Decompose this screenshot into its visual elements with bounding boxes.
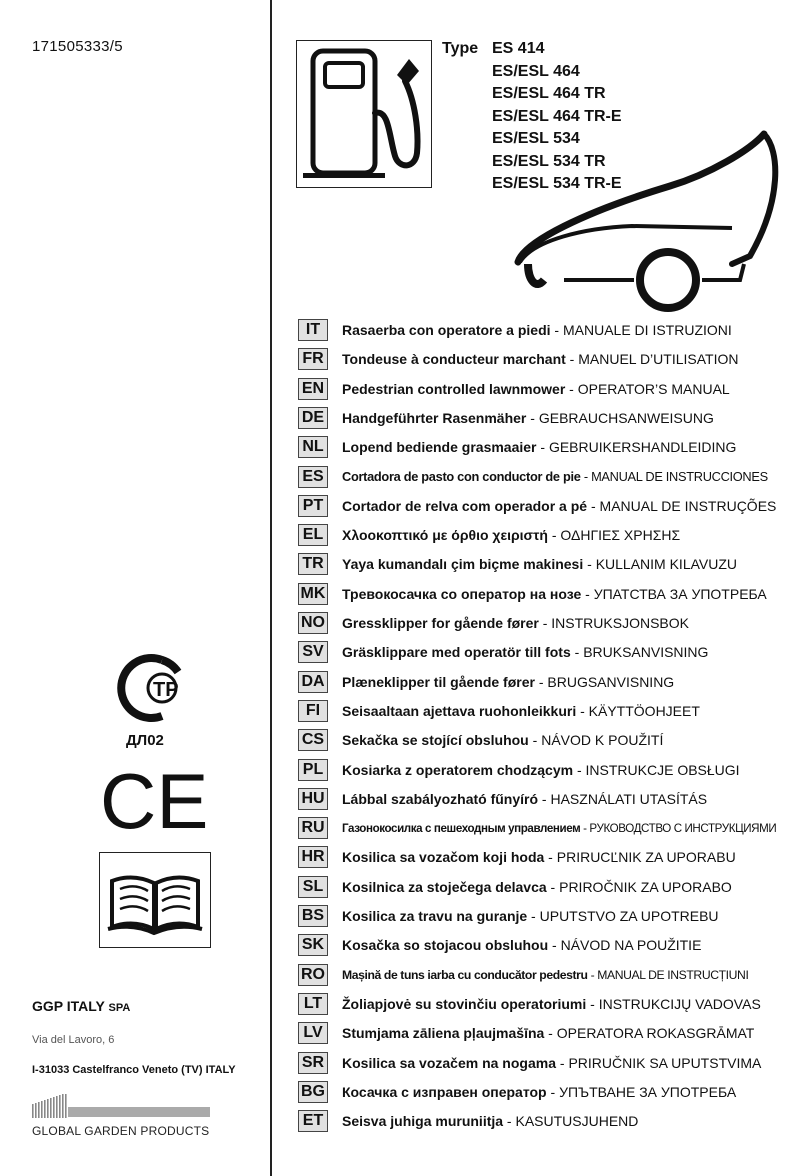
language-title: Gressklipper for gående fører (342, 615, 539, 631)
language-code: NO (298, 612, 328, 634)
language-title: Cortador de relva com operador a pé (342, 497, 588, 514)
company-tagline: GLOBAL GARDEN PRODUCTS (32, 1124, 210, 1138)
model-name: ES/ESL 464 (492, 62, 580, 80)
company-suffix: SPA (108, 1002, 131, 1014)
language-code: SR (298, 1052, 328, 1074)
language-item-sr: SR Kosilica sa vozačem na nogama - PRIRUČNIK SA UPUTSTVIMA (298, 1051, 761, 1075)
language-manual: MANUAL DE INSTRUCCIONES (591, 469, 768, 484)
language-code: LT (298, 993, 328, 1015)
language-manual: GEBRUIKERSHANDLEIDING (548, 439, 737, 456)
language-title: Gräsklippare med operatör till fots (342, 644, 571, 661)
language-title: Kosilica za travu na guranje (342, 908, 528, 924)
language-item-hr: HR Kosilica sa vozačom koji hoda - PRIRUCĽNIK ZA UPORABU (298, 845, 736, 869)
language-manual: OPERATORA ROKASGRĀMAT (556, 1025, 755, 1042)
language-item-fr: FR Tondeuse à conducteur marchant - MANUEL D’UTILISATION (298, 347, 738, 371)
language-title: Yaya kumandalı çim biçme makinesi (342, 556, 584, 573)
fuel-pump-icon (296, 40, 432, 188)
language-code: RU (298, 817, 328, 839)
language-manual: KÄYTTÖOHJEET (588, 702, 700, 719)
language-code: ET (298, 1110, 328, 1132)
language-manual: MANUAL DE INSTRUCȚIUNI (597, 967, 749, 982)
language-title: Χλοοκοπτικό με όρθιο χειριστή (342, 527, 548, 544)
language-item-sk: SK Kosačka so stojacou obsluhou - NÁVOD NA POUŽITIE (298, 933, 701, 957)
language-code: HR (298, 846, 328, 868)
model-name: ES 414 (492, 40, 545, 57)
language-code: FR (298, 348, 328, 370)
language-code: PL (298, 759, 328, 781)
language-title: Stumjama zāliena pļaujmašīna (342, 1025, 545, 1042)
language-code: TR (298, 553, 328, 575)
language-manual: NÁVOD NA POUŽITIE (560, 937, 702, 954)
model-name: ES/ESL 534 TR (492, 152, 606, 170)
language-item-es: ES Cortadora de pasto con conductor de pie - MANUAL DE INSTRUCCIONES (298, 465, 768, 489)
language-code: FI (298, 700, 328, 722)
language-title: Handgeführter Rasenmäher (342, 409, 527, 426)
language-item-de: DE Handgeführter Rasenmäher - GEBRAUCHSANWEISUNG (298, 406, 714, 430)
language-manual: OPERATOR’S MANUAL (577, 380, 730, 397)
language-title: Kosilica sa vozačom koji hoda (342, 849, 545, 866)
model-name: ES/ESL 464 TR (492, 85, 606, 102)
document-number: 171505333/5 (32, 38, 123, 55)
language-code: EL (298, 524, 328, 546)
language-code: HU (298, 788, 328, 810)
language-code: SV (298, 641, 328, 663)
language-manual: UPUTSTVO ZA UPOTREBU (539, 908, 719, 924)
language-code: MK (298, 583, 328, 605)
language-title: Kosilnica za stoječega delavca (342, 878, 547, 895)
language-manual: ΟΔΗΓΙΕΣ ΧΡΗΣΗΣ (560, 527, 681, 544)
vertical-divider (270, 0, 272, 1176)
language-code: CS (298, 729, 328, 751)
lawnmower-icon (514, 130, 780, 321)
language-item-sv: SV Gräsklippare med operatör till fots - BRUKSANVISNING (298, 640, 708, 664)
language-title: Rasaerba con operatore a piedi (342, 322, 551, 338)
model-name: ES/ESL 534 TR-E (492, 175, 622, 192)
language-title: Kosilica sa vozačem na nogama (342, 1054, 556, 1071)
language-item-ru: RU Газонокосилка с пешеходным управлением - РУКОВОДСТВО С ИНСТРУКЦИЯМИ (298, 816, 776, 840)
language-title: Kosiarka z operatorem chodzącym (342, 761, 574, 778)
language-code: PT (298, 495, 328, 517)
language-code: NL (298, 436, 328, 458)
language-title: Cortadora de pasto con conductor de pie (342, 469, 581, 484)
language-title: Газонокосилка с пешеходным управлением (342, 821, 581, 835)
language-manual: KASUTUSJUHEND (515, 1113, 639, 1130)
language-code: DE (298, 407, 328, 429)
language-item-et: ET Seisva juhiga muruniitja - KASUTUSJUHEND (298, 1109, 638, 1133)
language-item-en: EN Pedestrian controlled lawnmower - OPERATOR’S MANUAL (298, 377, 730, 401)
language-item-el: EL Χλοοκοπτικό με όρθιο χειριστή - ΟΔΗΓΙΕΣ ΧΡΗΣΗΣ (298, 523, 680, 547)
language-item-bs: BS Kosilica za travu na guranje - UPUTSTVO ZA UPOTREBU (298, 904, 719, 928)
language-manual: MANUAL DE INSTRUÇÕES (599, 497, 777, 514)
certification-mark-icon (104, 650, 200, 731)
language-manual: INSTRUKCJE OBSŁUGI (585, 761, 740, 778)
language-title: Lábbal szabályozható fűnyíró (342, 790, 539, 807)
language-manual: BRUGSANVISNING (547, 673, 675, 690)
model-name: ES/ESL 464 TR-E (492, 107, 622, 125)
language-manual: GEBRAUCHSANWEISUNG (538, 409, 714, 426)
language-item-pt: PT Cortador de relva com operador a pé - MANUAL DE INSTRUÇÕES (298, 494, 776, 518)
language-manual: PRIROČNIK ZA UPORABO (559, 878, 732, 895)
ce-mark-text: CE (100, 757, 209, 845)
language-title: Tondeuse à conducteur marchant (342, 351, 566, 368)
company-city: I-31033 Castelfranco Veneto (TV) ITALY (32, 1064, 236, 1076)
language-item-mk: MK Тревокосачка со оператор на нозе - УПАТСТВА ЗА УПОТРЕБА (298, 582, 767, 606)
language-code: EN (298, 378, 328, 400)
language-title: Seisaaltaan ajettava ruohonleikkuri (342, 702, 577, 719)
certification-mark-text: ТР (153, 679, 179, 701)
language-title: Kosačka so stojacou obsluhou (342, 937, 549, 954)
language-manual: PRIRUČNIK SA UPUTSTVIMA (568, 1054, 762, 1071)
language-item-lt: LT Žoliapjovė su stovinčiu operatoriumi - INSTRUKCIJŲ VADOVAS (298, 992, 761, 1016)
language-manual: INSTRUKCIJŲ VADOVAS (598, 995, 761, 1012)
language-manual: УПЪТВАНЕ ЗА УПОТРЕБА (559, 1083, 737, 1100)
language-item-no: NO Gressklipper for gående fører - INSTRUKSJONSBOK (298, 611, 689, 635)
language-manual: УПАТСТВА ЗА УПОТРЕБА (593, 585, 767, 602)
language-code: IT (298, 319, 328, 341)
language-manual: HASZNÁLATI UTASÍTÁS (550, 790, 708, 807)
language-manual: PRIRUCĽNIK ZA UPORABU (556, 849, 736, 866)
language-item-pl: PL Kosiarka z operatorem chodzącym - INSTRUKCJE OBSŁUGI (298, 758, 740, 782)
language-title: Lopend bediende grasmaaier (342, 439, 537, 456)
language-item-fi: FI Seisaaltaan ajettava ruohonleikkuri - KÄYTTÖOHJEET (298, 699, 700, 723)
company-street: Via del Lavoro, 6 (32, 1034, 115, 1046)
language-manual: MANUEL D’UTILISATION (578, 351, 739, 368)
language-code: LV (298, 1022, 328, 1044)
language-title: Косачка с изправен оператор (342, 1083, 547, 1100)
language-item-lv: LV Stumjama zāliena pļaujmašīna - OPERATORA ROKASGRĀMAT (298, 1021, 754, 1045)
type-label: Type (442, 40, 479, 57)
language-item-sl: SL Kosilnica za stoječega delavca - PRIROČNIK ZA UPORABO (298, 875, 732, 899)
language-manual: РУКОВОДСТВО С ИНСТРУКЦИЯМИ (589, 821, 777, 835)
language-title: Mașină de tuns iarba cu conducător pedestru (342, 967, 588, 982)
language-code: SL (298, 876, 328, 898)
language-code: BS (298, 905, 328, 927)
language-title: Plæneklipper til gående fører (342, 673, 535, 690)
language-code: DA (298, 671, 328, 693)
language-item-bg: BG Косачка с изправен оператор - УПЪТВАНЕ ЗА УПОТРЕБА (298, 1080, 736, 1104)
language-code: ES (298, 466, 328, 488)
language-item-it: IT Rasaerba con operatore a piedi - MANUALE DI ISTRUZIONI (298, 318, 732, 342)
company-name: GGP ITALY SPA (32, 998, 131, 1014)
language-manual: INSTRUKSJONSBOK (551, 615, 689, 631)
certification-code: ДЛ02 (126, 732, 164, 749)
language-manual: BRUKSANVISNING (583, 644, 709, 661)
language-item-nl: NL Lopend bediende grasmaaier - GEBRUIKERSHANDLEIDING (298, 435, 736, 459)
language-manual: NÁVOD K POUŽITÍ (541, 732, 664, 749)
ggp-logo-icon (32, 1094, 212, 1125)
language-item-da: DA Plæneklipper til gående fører - BRUGSANVISNING (298, 670, 674, 694)
language-manual: MANUALE DI ISTRUZIONI (562, 322, 732, 338)
language-item-hu: HU Lábbal szabályozható fűnyíró - HASZNÁLATI UTASÍTÁS (298, 787, 707, 811)
model-row (442, 38, 622, 61)
language-code: SK (298, 934, 328, 956)
language-title: Žoliapjovė su stovinčiu operatoriumi (342, 995, 587, 1012)
read-manual-book-icon (99, 852, 211, 948)
language-item-cs: CS Sekačka se stojící obsluhou - NÁVOD K POUŽITÍ (298, 728, 663, 752)
model-name: ES/ESL 534 (492, 130, 580, 147)
language-code: BG (298, 1081, 328, 1103)
language-code: RO (298, 964, 328, 986)
language-title: Sekačka se stojící obsluhou (342, 732, 529, 749)
language-manual: KULLANIM KILAVUZU (595, 556, 738, 573)
ce-mark-icon (100, 757, 209, 845)
language-title: Тревокосачка со оператор на нозе (342, 585, 582, 602)
language-item-tr: TR Yaya kumandalı çim biçme makinesi - KULLANIM KILAVUZU (298, 552, 737, 576)
language-title: Pedestrian controlled lawnmower (342, 380, 566, 397)
language-title: Seisva juhiga muruniitja (342, 1113, 504, 1130)
language-item-ro: RO Mașină de tuns iarba cu conducător pedestru - MANUAL DE INSTRUCȚIUNI (298, 963, 748, 987)
